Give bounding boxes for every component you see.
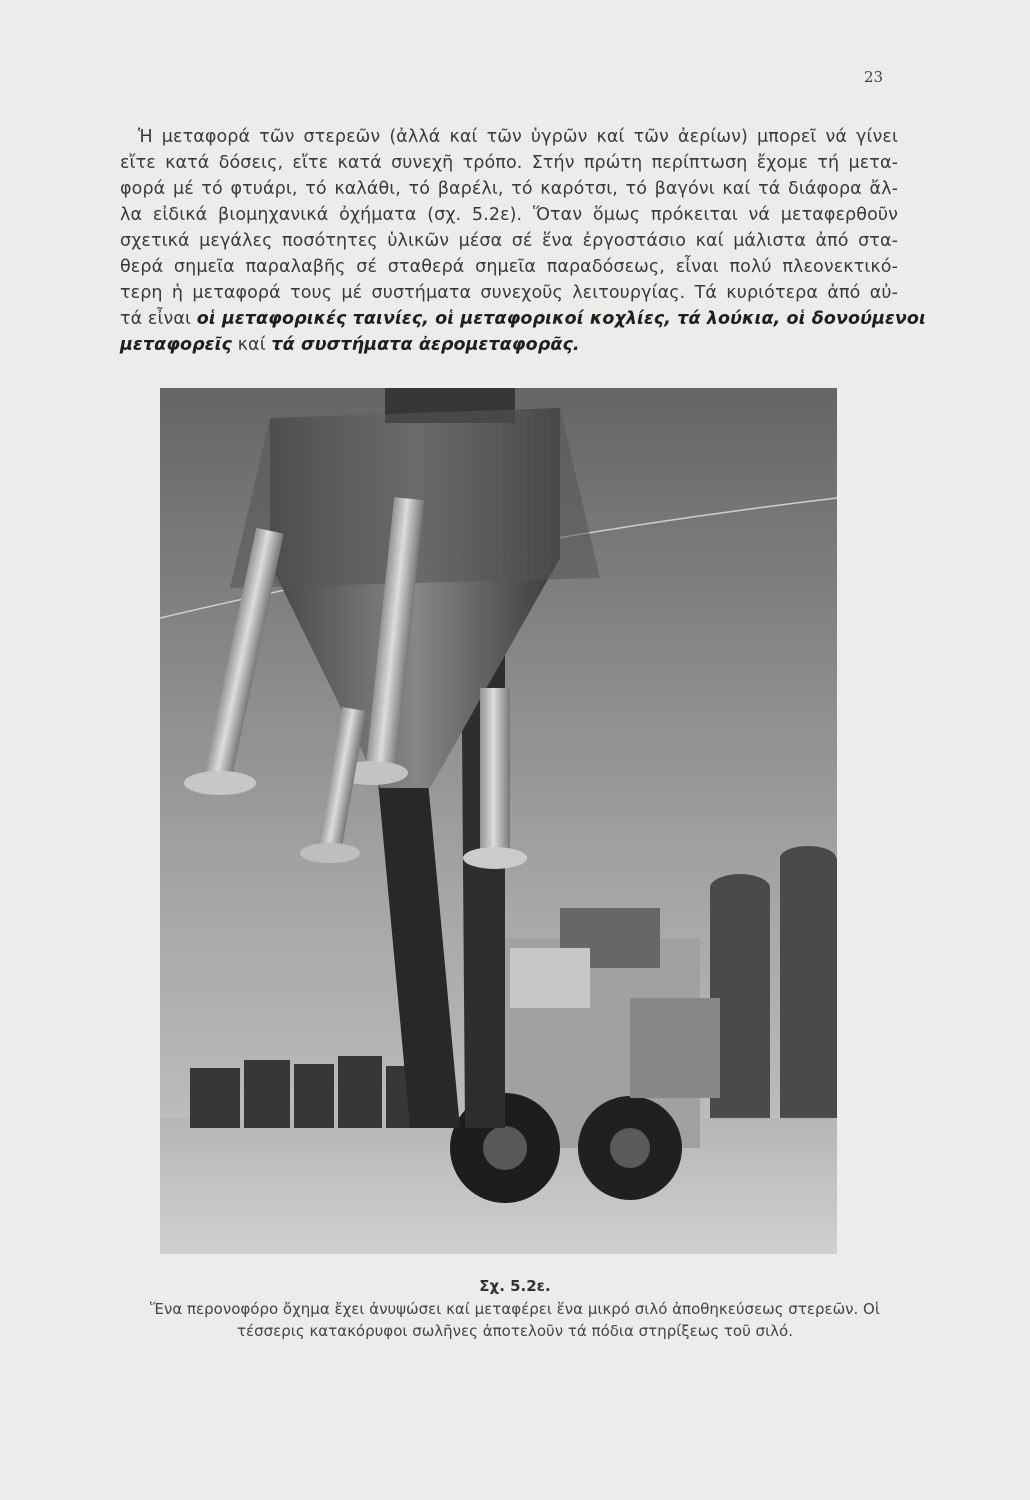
emphasis-conveyor-types: οἱ μεταφορικές ταινίες, οἱ μεταφορικοί κοχλίες, τά λούκια, οἱ δονούμενοι bbox=[196, 309, 926, 329]
text-line-5: σχετικά μεγάλες ποσότητες ὑλικῶν μέσα σέ ἕνα ἐργοστάσιο καί μάλιστα ἀπό στα- bbox=[120, 231, 898, 251]
text-line-8 bbox=[120, 306, 926, 332]
text-line-7: τερη ἡ μεταφορά τους μέ συστήματα συνεχοῦς λειτουργίας. Τά κυριότερα ἀπό αὐ- bbox=[120, 283, 898, 303]
text-line-9-mid: καί bbox=[231, 335, 272, 355]
text-line-1: Ἡ μεταφορά τῶν στερεῶν (ἀλλά καί τῶν ὑγρῶν καί τῶν ἀερίων) μπορεῖ νά γίνει bbox=[138, 127, 898, 147]
text-line-6: θερά σημεῖα παραλαβῆς σέ σταθερά σημεῖα παραδόσεως, εἶναι πολύ πλεονεκτικό- bbox=[120, 257, 898, 277]
caption-line-1: Ἕνα περονοφόρο ὄχημα ἔχει ἀνυψώσει καί μεταφέρει ἕνα μικρό σιλό ἀποθηκεύσεως στερεῶν. Οἱ bbox=[150, 1300, 880, 1318]
text-line-8-prefix: τά εἶναι bbox=[120, 309, 197, 329]
emphasis-pneumatic-systems: τά συστήματα ἀερομεταφορᾶς. bbox=[271, 335, 580, 355]
photo-grain bbox=[160, 388, 837, 1254]
page-number: 23 bbox=[864, 68, 884, 86]
figure-caption bbox=[100, 1298, 930, 1342]
caption-line-2: τέσσερις κατακόρυφοι σωλῆνες ἀποτελοῦν τά πόδια στηρίξεως τοῦ σιλό. bbox=[237, 1322, 793, 1340]
text-line-4: λα εἰδικά βιομηχανικά ὀχήματα (σχ. 5.2ε). Ὅταν ὅμως πρόκειται νά μεταφερθοῦν bbox=[120, 205, 898, 225]
figure-label: Σχ. 5.2ε. bbox=[479, 1277, 551, 1295]
text-line-3: φορά μέ τό φτυάρι, τό καλάθι, τό βαρέλι, τό καρότσι, τό βαγόνι καί τά διάφορα ἄλ- bbox=[120, 179, 898, 199]
text-line-9 bbox=[120, 332, 898, 358]
forklift-photo bbox=[160, 388, 837, 1254]
body-paragraph bbox=[120, 124, 926, 358]
text-line-2: εἴτε κατά δόσεις, εἴτε κατά συνεχῆ τρόπο. Στήν πρώτη περίπτωση ἔχομε τή μετα- bbox=[120, 153, 898, 173]
emphasis-conveyors: μεταφορεῖς bbox=[120, 335, 232, 355]
